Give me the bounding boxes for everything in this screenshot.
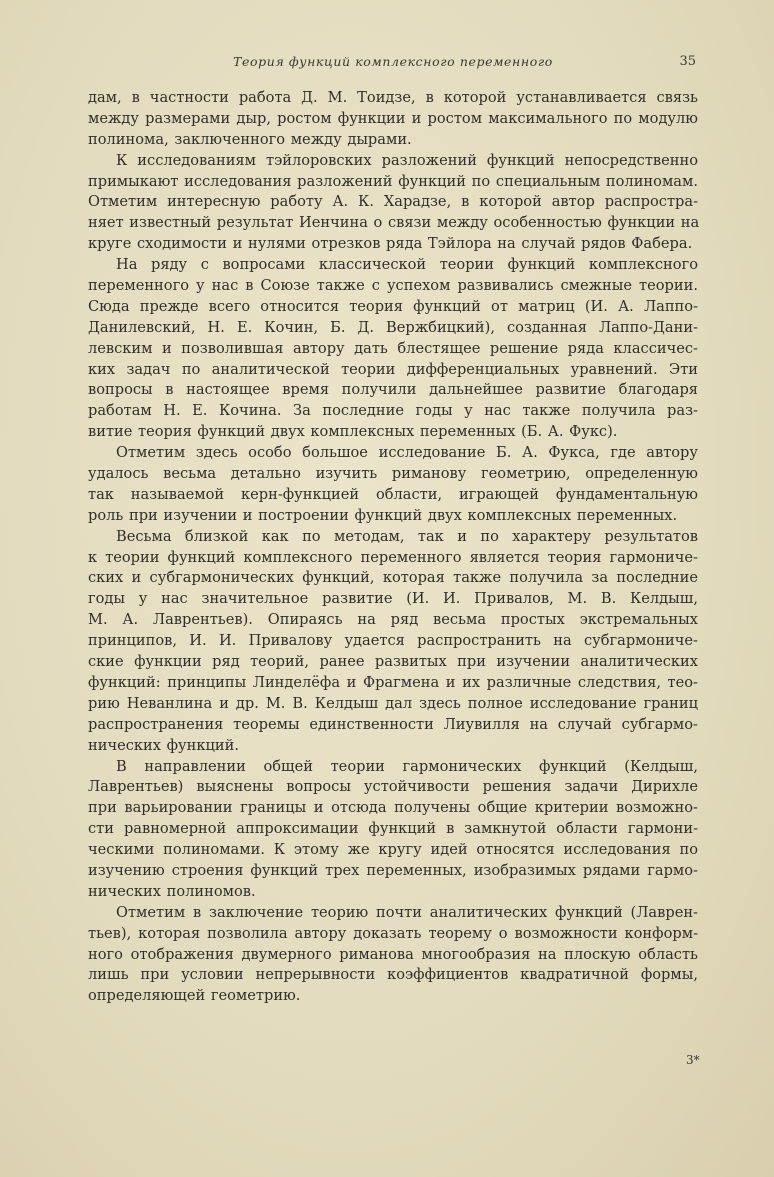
text-line: В направлении общей теории гармонических функций (Келдыш, xyxy=(116,757,698,775)
text-line: изучению строения функций трех переменных, изобразимых рядами гармо- xyxy=(88,861,698,879)
text-line: годы у нас значительное развитие (И. И. Привалов, М. В. Келдыш, xyxy=(88,590,698,608)
text-line: определяющей геометрию. xyxy=(88,987,301,1005)
text-line: работам Н. Е. Кочина. За последние годы у нас также получила раз- xyxy=(88,402,698,420)
page-number: 35 xyxy=(679,54,696,69)
text-line: к теории функций комплексного переменного является теория гармониче- xyxy=(88,548,698,566)
paragraph xyxy=(88,255,698,443)
text-line: функций: принципы Линделёфа и Фрагмена и их различные следствия, тео- xyxy=(88,673,698,691)
text-line: примыкают исследования разложений функций по специальным полиномам. xyxy=(88,172,698,190)
text-line: лишь при условии непрерывности коэффициентов квадратичной формы, xyxy=(88,966,698,984)
paragraph xyxy=(88,443,698,527)
text-line: нических функций. xyxy=(88,736,239,754)
text-line: Отметим в заключение теорию почти аналитических функций (Лаврен- xyxy=(116,903,698,921)
text-line: круге сходимости и нулями отрезков ряда Тэйлора на случай рядов Фабера. xyxy=(88,235,693,253)
paragraph xyxy=(88,757,698,903)
text-line: распространения теоремы единственности Лиувилля на случай субгармо- xyxy=(88,715,698,733)
text-line: левским и позволившая автору дать блестящее решение ряда классичес- xyxy=(88,339,698,357)
text-line: рию Неванлина и др. М. В. Келдыш дал здесь полное исследование границ xyxy=(88,694,698,712)
signature-mark: 3* xyxy=(686,1053,700,1067)
text-line: ские функции ряд теорий, ранее развитых при изучении аналитических xyxy=(88,653,698,671)
text-line: удалось весьма детально изучить риманову геометрию, определенную xyxy=(88,465,698,483)
running-title: Теория функций комплексного переменного xyxy=(233,54,553,69)
text-line: К исследованиям тэйлоровских разложений функций непосредственно xyxy=(116,151,698,169)
text-line: роль при изучении и построении функций двух комплексных переменных. xyxy=(88,506,678,524)
text-line: Данилевский, Н. Е. Кочин, Б. Д. Вержбицкий), созданная Лаппо-Дани- xyxy=(88,318,698,336)
text-line: На ряду с вопросами классической теории функций комплексного xyxy=(116,256,698,274)
text-line: дам, в частности работа Д. М. Тоидзе, в которой устанавливается связь xyxy=(88,89,698,106)
text-line: сти равномерной аппроксимации функций в замкнутой области гармони- xyxy=(88,820,698,838)
text-line: ного отображения двумерного риманова многообразия на плоскую область xyxy=(88,945,698,963)
paragraph xyxy=(88,151,698,255)
text-line: полинома, заключенного между дырами. xyxy=(88,130,412,148)
paragraph xyxy=(88,527,698,757)
text-line: переменного у нас в Союзе также с успехом развивались смежные теории. xyxy=(88,277,698,295)
paragraph xyxy=(88,903,698,1007)
text-line: между размерами дыр, ростом функции и ростом максимального по модулю xyxy=(88,109,698,127)
text-line: принципов, И. И. Привалову удается распространить на субгармониче- xyxy=(88,632,698,650)
paragraph xyxy=(88,88,698,151)
text-line: ческими полиномами. К этому же кругу идей относятся исследования по xyxy=(88,841,698,859)
text-line: вопросы в настоящее время получили дальнейшее развитие благодаря xyxy=(88,381,698,399)
text-line: Отметим интересную работу А. К. Харадзе, в которой автор распростра- xyxy=(88,193,698,211)
body-text xyxy=(88,88,698,1007)
text-line: так называемой керн-функцией области, играющей фундаментальную xyxy=(88,485,698,503)
text-line: няет известный результат Иенчина о связи между особенностью функции на xyxy=(88,214,700,232)
text-line: Сюда прежде всего относится теория функций от матриц (И. А. Лаппо- xyxy=(88,297,698,315)
text-line: нических полиномов. xyxy=(88,882,256,900)
text-line: ких задач по аналитической теории дифференциальных уравнений. Эти xyxy=(88,360,698,378)
text-line: витие теория функций двух комплексных переменных (Б. А. Фукс). xyxy=(88,423,618,441)
text-line: при варьировании границы и отсюда получены общие критерии возможно- xyxy=(88,799,698,817)
text-line: Лаврентьев) выяснены вопросы устойчивости решения задачи Дирихле xyxy=(88,778,698,796)
text-line: М. А. Лаврентьев). Опираясь на ряд весьма простых экстремальных xyxy=(88,611,698,629)
text-line: Отметим здесь особо большое исследование Б. А. Фукса, где автору xyxy=(116,444,698,462)
text-line: ских и субгармонических функций, которая также получила за последние xyxy=(88,569,698,587)
text-line: тьев), которая позволила автору доказать теорему о возможности конформ- xyxy=(88,924,698,942)
text-line: Весьма близкой как по методам, так и по характеру результатов xyxy=(116,527,698,545)
page-header xyxy=(88,54,698,74)
